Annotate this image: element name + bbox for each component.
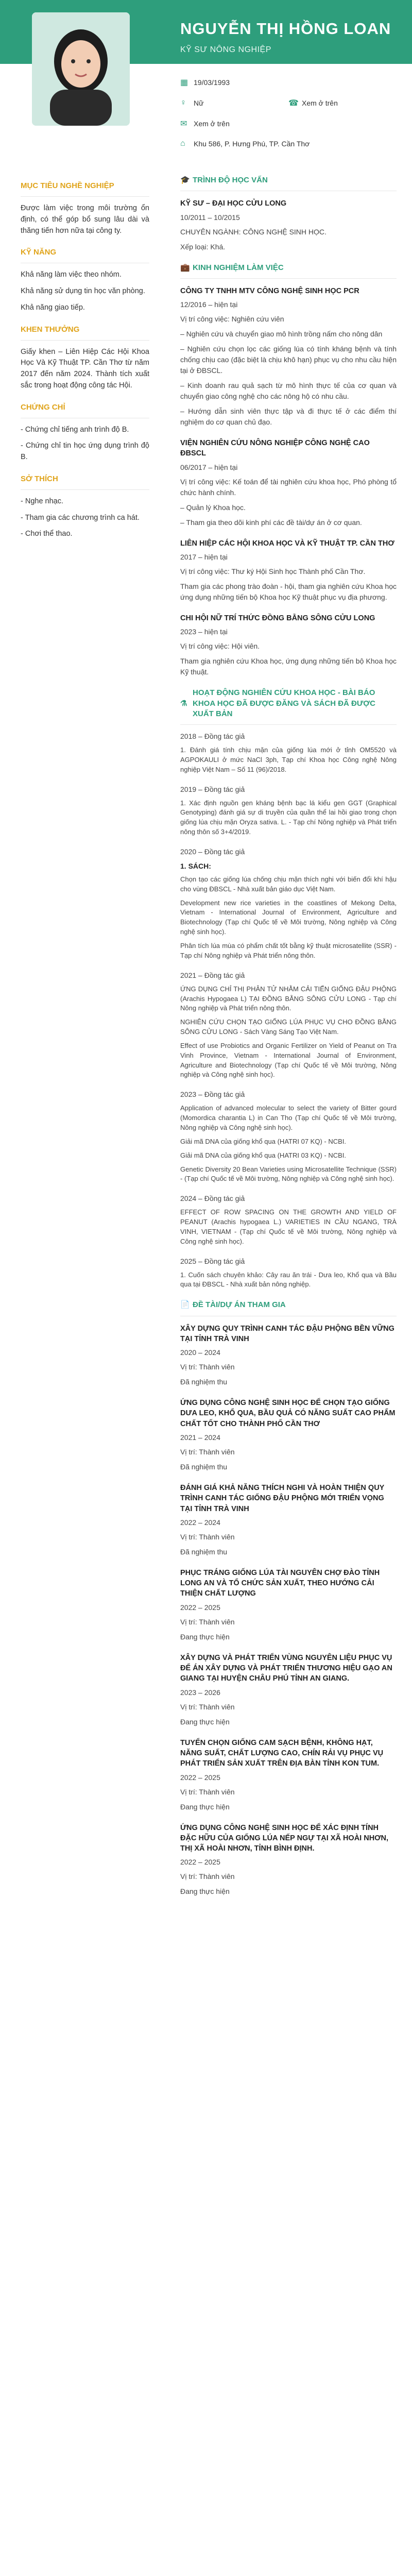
education-section-title	[180, 175, 397, 185]
research-item: Application of advanced molecular to select the variety of Bitter gourd (Momordica charantia L) in Can Tho (Tạp chí Quốc tế về Môi trường, Nông nghiệp và Công nghệ sinh học).	[180, 1104, 397, 1131]
research-year-block	[180, 971, 397, 1080]
location-icon: ⌂	[180, 139, 185, 148]
project-block	[180, 1823, 397, 1897]
project-role: Vị trí: Thành viên	[180, 1872, 235, 1881]
job-time: 2023 – hiện tại	[180, 628, 228, 636]
divider	[21, 340, 149, 341]
education-title-text: TRÌNH ĐỘ HỌC VẤN	[193, 176, 268, 184]
skill-item: Khả năng sử dụng tin học văn phòng.	[21, 287, 145, 295]
research-year: 2018 – Đồng tác giả	[180, 732, 245, 741]
divider	[21, 196, 149, 197]
job-line: – Kinh doanh rau quả sạch từ mô hình thực tế của cơ quan và chuyển giao công nghệ cho các nông hộ có nhu cầu.	[180, 381, 397, 401]
cert-item: - Chứng chỉ tiếng anh trình độ B.	[21, 425, 129, 434]
project-role: Vị trí: Thành viên	[180, 1447, 235, 1456]
research-item: NGHIÊN CỨU CHỌN TẠO GIỐNG LÚA PHỤC VỤ CHO ĐỒNG BẰNG SÔNG CỬU LONG - Sách Vàng Sáng Tạo Việt Nam.	[180, 1018, 397, 1036]
job-block	[180, 286, 397, 428]
school-name: KỸ SƯ – ĐẠI HỌC CỬU LONG	[180, 199, 287, 208]
graduation-cap-icon: 🎓	[180, 176, 190, 184]
job-block	[180, 538, 397, 603]
document-icon: 📄	[180, 1300, 190, 1310]
skill-item: Khả năng làm việc theo nhóm.	[21, 270, 122, 279]
job-time: 06/2017 – hiện tại	[180, 463, 238, 471]
project-role: Vị trí: Thành viên	[180, 1363, 235, 1371]
award-text: Giấy khen – Liên Hiệp Các Hội Khoa Học Và Kỹ Thuật TP. Cần Thơ từ năm 2017 đến năm 2024. Thành tích xuất sắc trong hoạt động công tác Hội.	[21, 347, 149, 389]
research-item: Phân tích lúa mùa có phẩm chất tốt bằng kỹ thuật microsatellite (SSR) - Tạp chí Nông nghiệp và Phát triển nông thôn.	[180, 942, 397, 959]
divider	[21, 489, 149, 490]
job-line: – Tham gia theo dõi kinh phí các đề tài/dự án ở cơ quan.	[180, 518, 362, 527]
full-name: NGUYỄN THỊ HỒNG LOAN	[180, 20, 391, 38]
person-photo-illustration	[32, 12, 130, 126]
divider	[180, 724, 397, 725]
job-company: VIỆN NGHIÊN CỨU NÔNG NGHIỆP CÔNG NGHỆ CAO ĐBSCL	[180, 439, 370, 458]
project-status: Đang thực hiện	[180, 1887, 230, 1896]
project-name: XÂY DỰNG VÀ PHÁT TRIỂN VÙNG NGUYÊN LIỆU PHỤC VỤ ĐỂ ÁN XÂY DỰNG VÀ PHÁT TRIỂN THƯƠNG HIỆU GẠO AN GIANG TẠI HUYỆN CHÂU PHÚ TỈNH AN GIANG.	[180, 1653, 392, 1683]
job-line: – Nghiên cứu và chuyển giao mô hình trồng nấm cho nông dân	[180, 330, 383, 338]
contact-row-gender-ref	[180, 98, 397, 108]
job-line: – Nghiên cứu chọn lọc các giống lúa có tính kháng bệnh và tính chống chịu cao (đặc biệt là chịu khô hạn) phục vụ cho nhu cầu hiện tại ở ĐBSCL.	[180, 345, 397, 375]
project-role: Vị trí: Thành viên	[180, 1702, 235, 1711]
project-status: Đã nghiệm thu	[180, 1547, 228, 1556]
project-name: TUYỂN CHỌN GIỐNG CAM SẠCH BỆNH, KHÔNG HẠT, NĂNG SUẤT, CHẤT LƯỢNG CAO, CHÍN RẢI VỤ PHỤC VỤ PHÁT TRIỂN SẢN XUẤT TRÊN ĐỊA BÀN TỈNH KON TUM.	[180, 1738, 384, 1768]
address-value: Khu 586, P. Hưng Phú, TP. Cần Thơ	[194, 140, 310, 148]
job-line: Tham gia nghiên cứu Khoa học, ứng dụng những tiến bộ Khoa học Kỹ thuật.	[180, 657, 397, 676]
hobby-item: - Tham gia các chương trình ca hát.	[21, 513, 140, 522]
phone-icon: ☎	[288, 99, 299, 108]
job-line: – Quản lý Khoa học.	[180, 503, 246, 512]
experience-section-title	[180, 263, 397, 273]
job-line: Vị trí công việc: Nghiên cứu viên	[180, 315, 284, 324]
research-item: Effect of use Probiotics and Organic Fertilizer on Yield of Peanut on Tra Vinh Province, Vietnam - International Journal of Environment, Agriculture and Biotechnology (Tạp chí Quốc tế về Môi trường, Nông nghiệp và Công nghệ sinh học).	[180, 1041, 397, 1079]
project-name: XÂY DỰNG QUY TRÌNH CANH TÁC ĐẬU PHỘNG BỀN VỮNG TẠI TỈNH TRÀ VINH	[180, 1324, 394, 1343]
briefcase-icon: 💼	[180, 263, 190, 272]
research-year: 2024 – Đồng tác giả	[180, 1194, 245, 1203]
project-time: 2022 – 2025	[180, 1773, 220, 1782]
goal-title: MỤC TIÊU NGHỀ NGHIỆP	[21, 181, 114, 190]
job-block	[180, 438, 397, 528]
project-role: Vị trí: Thành viên	[180, 1617, 235, 1626]
job-time: 12/2016 – hiện tại	[180, 300, 238, 309]
research-item: 1. Xác định nguồn gen kháng bệnh bạc lá kiểu gen GGT (Graphical Genotyping) đánh giá sự di truyền của quần thể lai hồi giao trong chọn giống lúa chịu mặn Oryza sativa. L. - Tạp chí Nông nghiệp và Phát triển nông thôn số 3+4/2019.	[180, 799, 397, 836]
contact-email	[180, 118, 397, 129]
job-line: – Hướng dẫn sinh viên thực tập và đi thực tế ở các điểm thí nghiệm do cơ quan chủ đạo.	[180, 407, 397, 427]
phone-value: Xem ở trên	[302, 99, 338, 107]
email-value: Xem ở trên	[194, 120, 230, 128]
gender-icon: ♀	[180, 98, 186, 107]
calendar-icon: ▦	[180, 78, 188, 87]
project-status: Đang thực hiện	[180, 1632, 230, 1641]
project-status: Đang thực hiện	[180, 1717, 230, 1726]
hobby-item: - Nghe nhạc.	[21, 497, 64, 505]
project-block	[180, 1324, 397, 1388]
job-line: Vị trí công việc: Hội viên.	[180, 642, 260, 651]
research-year: 2023 – Đồng tác giả	[180, 1090, 245, 1099]
research-title-text: HOẠT ĐỘNG NGHIÊN CỨU KHOA HỌC - BÀI BÁO KHOA HỌC ĐÃ ĐƯỢC ĐĂNG VÀ SÁCH ĐÃ ĐƯỢC XUẤT BẢN	[193, 688, 375, 718]
job-line: Vị trí công việc: Thư ký Hội Sinh học Thành phố Cần Thơ.	[180, 567, 366, 575]
project-time: 2023 – 2026	[180, 1688, 220, 1697]
project-block	[180, 1483, 397, 1557]
cert-title: CHỨNG CHỈ	[21, 402, 65, 412]
project-name: ĐÁNH GIÁ KHẢ NĂNG THÍCH NGHI VÀ HOÀN THIỆN QUY TRÌNH CANH TÁC GIỐNG ĐẬU PHỘNG MỚI TRIỂN VỌNG TẠI TỈNH TRÀ VINH	[180, 1483, 385, 1513]
project-block	[180, 1653, 397, 1727]
project-status: Đang thực hiện	[180, 1802, 230, 1811]
hobby-title: SỞ THÍCH	[21, 474, 58, 483]
job-company: LIÊN HIỆP CÁC HỘI KHOA HỌC VÀ KỸ THUẬT TP. CẦN THƠ	[180, 539, 394, 548]
job-company: CÔNG TY TNHH MTV CÔNG NGHỆ SINH HỌC PCR	[180, 286, 359, 295]
dob-value: 19/03/1993	[194, 78, 230, 87]
school-major: CHUYÊN NGÀNH: CÔNG NGHỆ SINH HỌC.	[180, 227, 327, 236]
award-title: KHEN THƯỞNG	[21, 325, 80, 334]
project-status: Đã nghiệm thu	[180, 1378, 228, 1386]
research-book-head: 1. SÁCH:	[180, 861, 211, 870]
research-item: Chọn tạo các giống lúa chống chịu mặn thích nghi với biến đổi khí hậu cho vùng ĐBSCL - Nhà xuất bản giáo dục Việt Nam.	[180, 875, 397, 893]
project-block	[180, 1398, 397, 1472]
project-name: ỨNG DỤNG CÔNG NGHỆ SINH HỌC ĐỂ XÁC ĐỊNH TÍNH ĐẶC HỮU CỦA GIỐNG LÚA NẾP NGỰ TẠI XÃ HOÀI NHƠN, THỊ XÃ HOÀI NHƠN, TỈNH BÌNH ĐỊNH.	[180, 1823, 389, 1853]
divider	[180, 278, 397, 279]
sidebar	[21, 170, 149, 545]
research-item: Giải mã DNA của giống khổ qua (HATRI 03 KQ) - NCBI.	[180, 1151, 346, 1159]
job-line: Vị trí công việc: Kế toán để tài nghiên cứu khoa học, Phó phòng tổ chức hành chính.	[180, 477, 397, 497]
header	[0, 0, 412, 149]
skill-item: Khả năng giao tiếp.	[21, 303, 85, 312]
contact-address	[180, 139, 397, 148]
job-company: CHI HỘI NỮ TRÍ THỨC ĐỒNG BẰNG SÔNG CỬU LONG	[180, 614, 375, 622]
project-role: Vị trí: Thành viên	[180, 1787, 235, 1796]
project-time: 2022 – 2025	[180, 1858, 220, 1867]
projects-title-text: ĐỀ TÀI/DỰ ÁN THAM GIA	[193, 1300, 286, 1310]
project-name: ỨNG DỤNG CÔNG NGHỆ SINH HỌC ĐỂ CHỌN TẠO GIỐNG DƯA LEO, KHỔ QUA, BẦU QUẢ CÓ NĂNG SUẤT CAO PHẨM CHẤT TỐT CHO THÀNH PHỐ CẦN THƠ	[180, 1399, 396, 1428]
research-year-block	[180, 1194, 397, 1246]
research-item: EFFECT OF ROW SPACING ON THE GROWTH AND YIELD OF PEANUT (Arachis hypogaea L.) VARIETIES IN CẦU NGANG, TRÀ VINH, VIETNAM - (Tạp chí Quốc tế về Môi trường, Nông nghiệp và Công nghệ sinh học).	[180, 1208, 397, 1245]
projects-section-title	[180, 1300, 397, 1310]
cert-item: - Chứng chỉ tin học ứng dụng trình độ B.	[21, 442, 149, 461]
research-item: Development new rice varieties in the coastlines of Mekong Delta, Vietnam - International Journal of Environment, Agriculture and Biotechnology (Tạp chí Quốc tế về Môi trường, Nông nghiệp và Công nghệ sinh học).	[180, 899, 397, 936]
gender-value: Nữ	[194, 99, 204, 107]
project-role: Vị trí: Thành viên	[180, 1532, 235, 1541]
research-year: 2020 – Đồng tác giả	[180, 847, 245, 856]
research-year-block	[180, 732, 397, 775]
research-year-block	[180, 1257, 397, 1290]
experience-title-text: KINH NGHIỆM LÀM VIỆC	[193, 263, 284, 272]
project-status: Đã nghiệm thu	[180, 1462, 228, 1471]
job-title: KỸ SƯ NÔNG NGHIỆP	[180, 45, 271, 54]
research-year-block	[180, 785, 397, 837]
profile-photo	[32, 12, 130, 126]
research-year: 2025 – Đồng tác giả	[180, 1257, 245, 1265]
research-item: 1. Đánh giá tính chịu mặn của giống lúa mới ở tỉnh OM5520 và AGPOKAULI ở mức NaCl 3ph, Tạp chí Khoa học Công nghệ Nông nghiệp Việt Nam – Số 11 (96)/2018.	[180, 746, 397, 773]
project-time: 2022 – 2025	[180, 1603, 220, 1612]
email-icon: ✉	[180, 120, 187, 128]
research-item: 1. Cuốn sách chuyên khảo: Cây rau ăn trái - Dưa leo, Khổ qua và Bầu qua tại ĐBSCL - Nhà xuất bản nông nghiệp.	[180, 1270, 397, 1289]
job-line: Tham gia các phong trào đoàn - hội, tham gia nghiên cứu Khoa học ứng dụng những tiến bộ Khoa học Kỹ thuật phục vụ địa phương.	[180, 582, 397, 601]
education-block	[180, 198, 397, 252]
research-item: Giải mã DNA của giống khổ qua (HATRI 07 KQ) - NCBI.	[180, 1137, 346, 1145]
project-block	[180, 1738, 397, 1812]
hobby-item: - Chơi thể thao.	[21, 530, 73, 538]
contact-block	[180, 77, 397, 159]
flask-icon: ⚗	[180, 699, 187, 708]
project-time: 2021 – 2024	[180, 1433, 220, 1442]
main-column	[180, 170, 397, 1907]
research-item: Genetic Diversity 20 Bean Varieties using Microsatellite Technique (SSR) - (Tạp chí Quốc tế về Môi trường, Nông nghiệp và Công nghệ sinh học).	[180, 1165, 397, 1183]
research-year-block	[180, 848, 397, 961]
job-block	[180, 613, 397, 677]
project-time: 2020 – 2024	[180, 1348, 220, 1357]
project-time: 2022 – 2024	[180, 1518, 220, 1527]
contact-dob	[180, 77, 397, 88]
research-item: ỨNG DỤNG CHỈ THỊ PHÂN TỬ NHẰM CẢI TIẾN GIỐNG ĐẬU PHỘNG (Arachis Hypogaea L) TẠI ĐỒNG BẰNG SÔNG CỬU LONG - Tạp chí Nông nghiệp và Phát triển nông thôn.	[180, 985, 397, 1012]
research-year: 2019 – Đồng tác giả	[180, 785, 245, 793]
research-year: 2021 – Đồng tác giả	[180, 971, 245, 979]
school-grade: Xếp loại: Khá.	[180, 242, 226, 251]
project-name: PHỤC TRÁNG GIỐNG LÚA TÀI NGUYÊN CHỢ ĐÀO TỈNH LONG AN VÀ TỔ CHỨC SẢN XUẤT, THEO HƯỚNG CẢI THIỆN CHẤT LƯỢNG	[180, 1568, 380, 1598]
job-time: 2017 – hiện tại	[180, 552, 228, 561]
school-time: 10/2011 – 10/2015	[180, 213, 240, 222]
skill-title: KỸ NĂNG	[21, 248, 57, 257]
research-year-block	[180, 1090, 397, 1184]
project-block	[180, 1568, 397, 1642]
goal-text: Được làm việc trong môi trường ổn định, có thể góp bổ sung lâu dài và thăng tiến hơn nữa tại công ty.	[21, 204, 149, 235]
research-section-title	[180, 688, 397, 719]
